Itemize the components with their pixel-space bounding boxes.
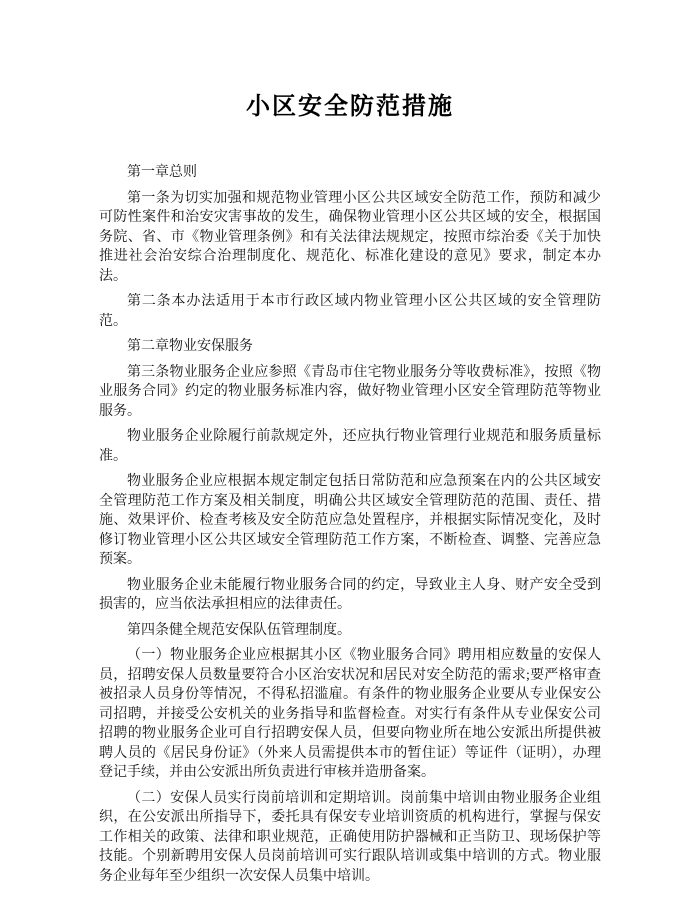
paragraph: 物业服务企业未能履行物业服务合同的约定，导致业主人身、财产安全受到损害的，应当依法承担相应的法律责任。 [99,577,601,612]
chapter-heading: 第一章总则 [127,165,197,180]
document-title: 小区安全防范措施 [246,94,454,120]
paragraph: 第三条物业服务企业应参照《青岛市住宅物业服务分等收费标准》，按照《物业服务合同》约定的物业服务标准内容，做好物业管理小区安全管理防范等物业服务。 [99,364,601,419]
paragraph: （一）物业服务企业应根据其小区《物业服务合同》聘用相应数量的安保人员，招聘安保人员数量要符合小区治安状况和居民对安全防范的需求;要严格审查被招录人员身份等情况，不得私招滥雇。有条件的物业服务企业要从专业保安公司招聘，并接受公安机关的业务指导和监督检查。对实行有条件从专业保安公司招聘的物业服务企业可自行招聘安保人员，但要向物业所在地公安派出所提供被聘人员的《居民身份证》（外来人员需提供本市的暂住证）等证件（证明），办理登记手续，并由公安派出所负责进行审核并造册备案。 [99,648,601,780]
chapter-heading: 第二章物业安保服务 [127,339,253,354]
paragraph: 第四条健全规范安保队伍管理制度。 [127,622,351,638]
paragraph: 物业服务企业应根据本规定制定包括日常防范和应急预案在内的公共区域安全管理防范工作方案及相关制度，明确公共区域安全管理防范的范围、责任、措施、效果评价、检查考核及安全防范应急处置程序，并根据实际情况变化，及时修订物业管理小区公共区域安全管理防范工作方案，不断检查、调整、完善应急预案。 [99,474,601,567]
paragraph: （二）安保人员实行岗前培训和定期培训。岗前集中培训由物业服务企业组织，在公安派出所指导下，委托具有保安专业培训资质的机构进行，掌握与保安工作相关的政策、法律和职业规范，正确使用防护器械和正当防卫、现场保护等技能。个别新聘用安保人员岗前培训可实行跟队培训或集中培训的方式。物业服务企业每年至少组织一次安保人员集中培训。 [99,790,601,884]
paragraph: 第二条本办法适用于本市行政区域内物业管理小区公共区域的安全管理防范。 [99,294,601,329]
document-body [99,163,601,886]
paragraph: 第一条为切实加强和规范物业管理小区公共区域安全防范工作，预防和减少可防性案件和治安灾害事故的发生，确保物业管理小区公共区域的安全，根据国务院、省、市《物业管理条例》和有关法律法规规定，按照市综治委《关于加快推进社会治安综合治理制度化、规范化、标准化建设的意见》要求，制定本办法。 [99,190,601,284]
paragraph: 物业服务企业除履行前款规定外，还应执行物业管理行业规范和服务质量标准。 [99,429,601,464]
